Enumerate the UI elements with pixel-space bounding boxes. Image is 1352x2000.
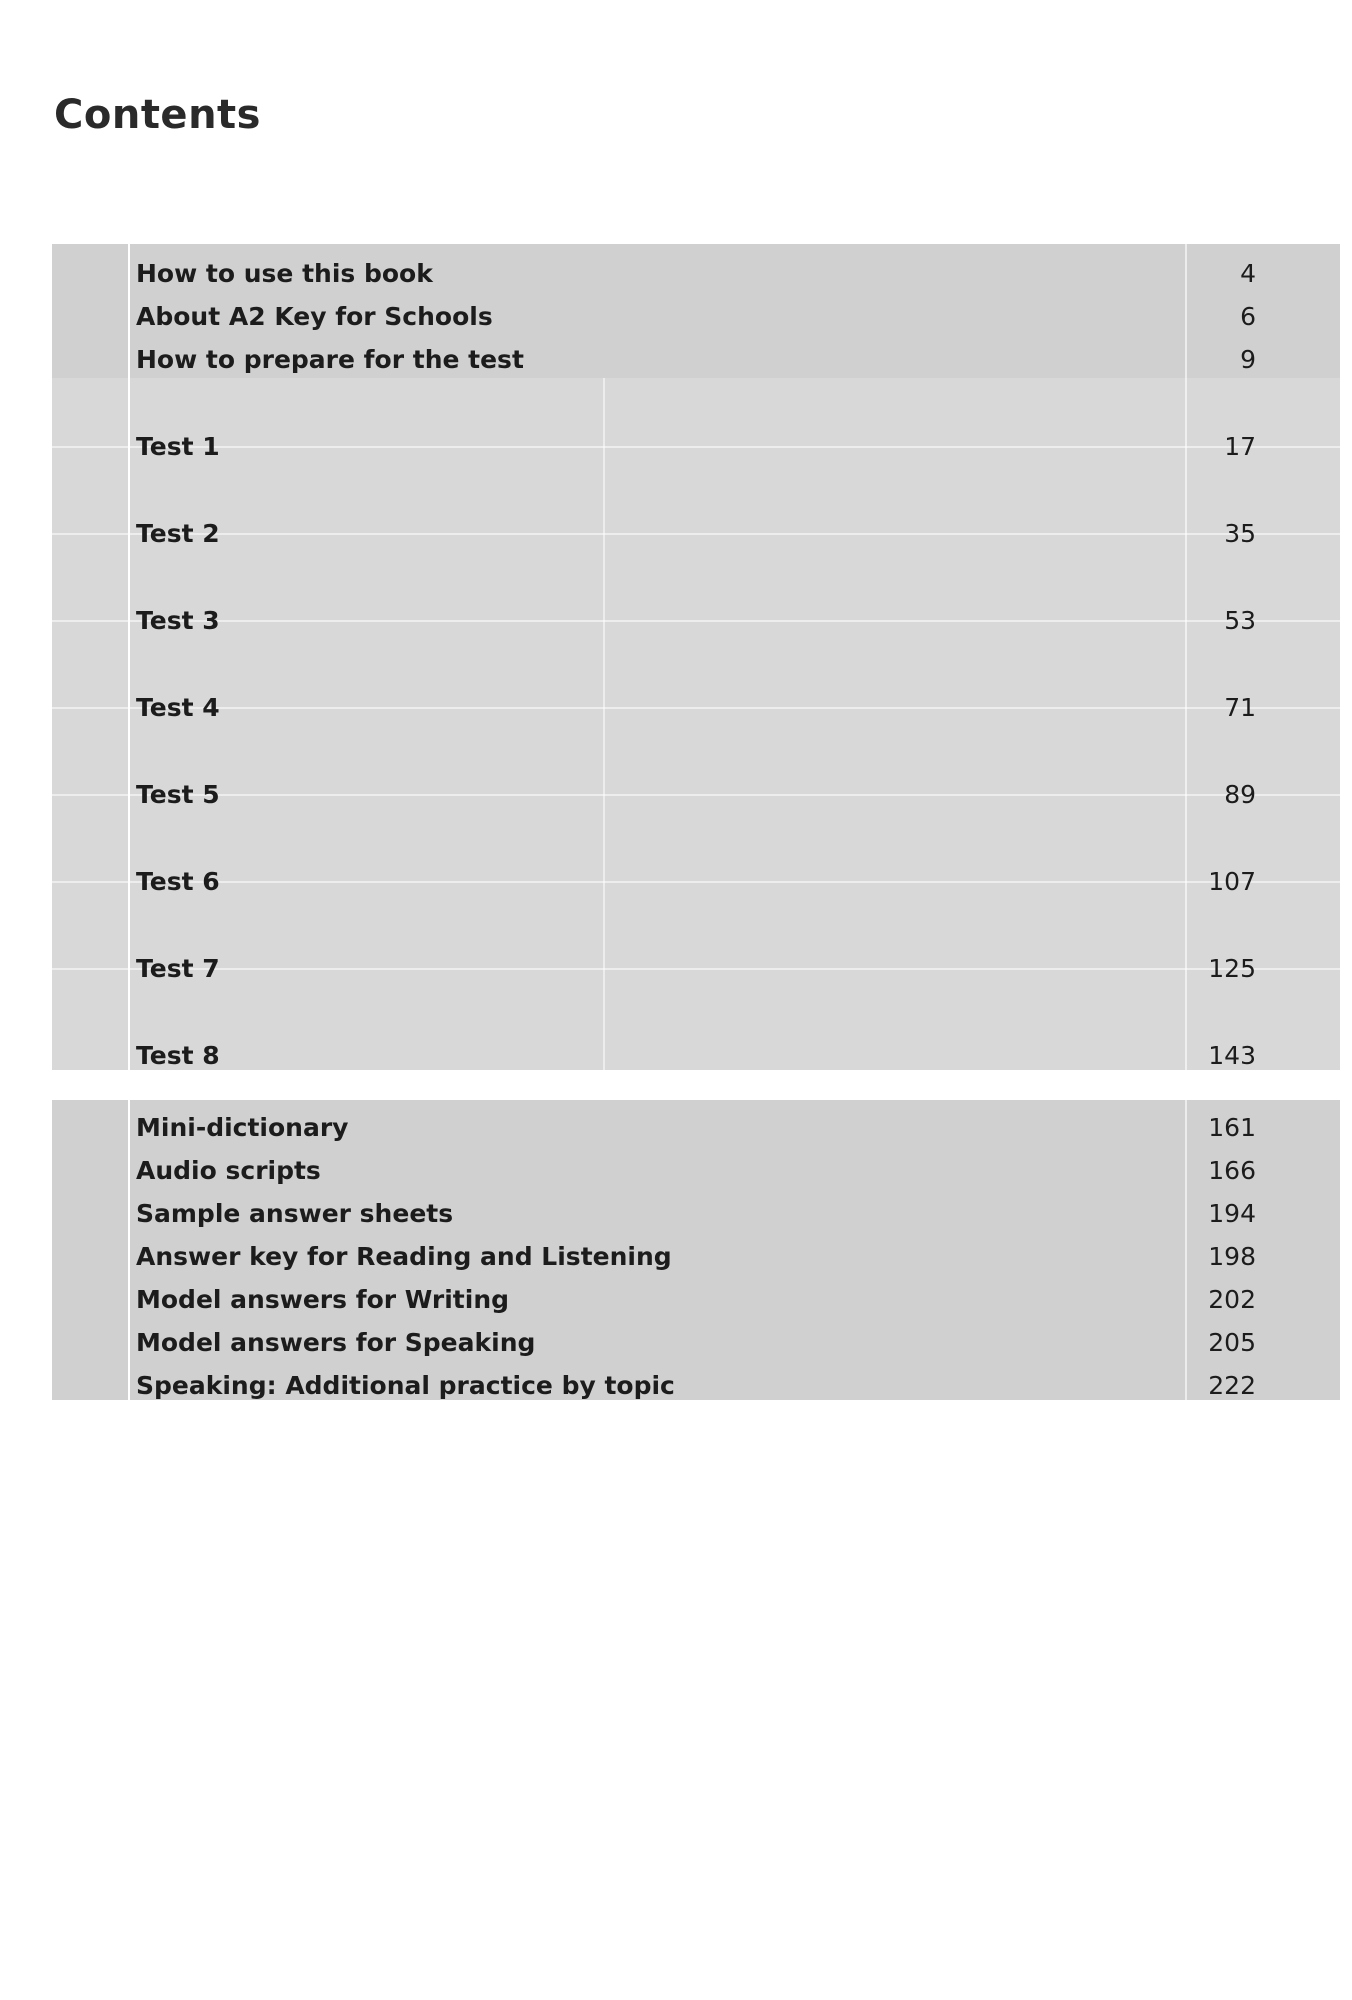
toc-entry-page: 6	[1240, 302, 1256, 331]
toc-entry[interactable]	[136, 1038, 1256, 1074]
toc-entry-page: 222	[1208, 1371, 1256, 1400]
toc-entry[interactable]	[136, 342, 1256, 378]
toc-entry[interactable]	[136, 1110, 1256, 1146]
toc-entry[interactable]	[136, 1325, 1256, 1361]
toc-entry[interactable]	[136, 1368, 1256, 1404]
toc-entry[interactable]	[136, 1153, 1256, 1189]
toc-entry[interactable]	[136, 951, 1256, 987]
toc-entry[interactable]	[136, 603, 1256, 639]
toc-entry-page: 9	[1240, 345, 1256, 374]
page-title: Contents	[54, 92, 261, 138]
toc-entry-page: 4	[1240, 259, 1256, 288]
toc-entry[interactable]	[136, 299, 1256, 335]
toc-entry-page: 125	[1208, 954, 1256, 983]
toc-entry-title: Test 7	[136, 954, 220, 983]
toc-entry-title: Test 3	[136, 606, 220, 635]
toc-entry[interactable]	[136, 516, 1256, 552]
toc-entry-page: 107	[1208, 867, 1256, 896]
toc-entry[interactable]	[136, 1282, 1256, 1318]
toc-entry-page: 35	[1224, 519, 1256, 548]
toc-entry-title: Audio scripts	[136, 1156, 321, 1185]
toc-entry[interactable]	[136, 1196, 1256, 1232]
toc-entry[interactable]	[136, 429, 1256, 465]
toc-entry[interactable]	[136, 1239, 1256, 1275]
toc-entry-title: How to use this book	[136, 259, 433, 288]
toc-entry-page: 166	[1208, 1156, 1256, 1185]
toc-entry[interactable]	[136, 864, 1256, 900]
toc-entry-page: 202	[1208, 1285, 1256, 1314]
toc-entry-title: About A2 Key for Schools	[136, 302, 493, 331]
toc-entry-page: 17	[1224, 432, 1256, 461]
toc-entry-page: 198	[1208, 1242, 1256, 1271]
toc-entry-title: Model answers for Writing	[136, 1285, 510, 1314]
toc-entry-page: 205	[1208, 1328, 1256, 1357]
toc-entry-title: Test 2	[136, 519, 220, 548]
toc-entry[interactable]	[136, 690, 1256, 726]
toc-entry-page: 53	[1224, 606, 1256, 635]
toc-entry-title: Test 4	[136, 693, 220, 722]
toc-entry-page: 89	[1224, 780, 1256, 809]
toc-entry-title: Model answers for Speaking	[136, 1328, 536, 1357]
toc-entry-page: 143	[1208, 1041, 1256, 1070]
toc-entry-title: Test 5	[136, 780, 220, 809]
toc-entry-title: How to prepare for the test	[136, 345, 524, 374]
toc-entry-title: Test 6	[136, 867, 220, 896]
toc-entry-title: Mini-dictionary	[136, 1113, 349, 1142]
toc-entry-title: Speaking: Additional practice by topic	[136, 1371, 675, 1400]
toc-entry[interactable]	[136, 256, 1256, 292]
toc-entry-page: 71	[1224, 693, 1256, 722]
toc-entry-title: Answer key for Reading and Listening	[136, 1242, 672, 1271]
toc-entry-title: Test 8	[136, 1041, 220, 1070]
toc-entry-title: Test 1	[136, 432, 220, 461]
toc-entry[interactable]	[136, 777, 1256, 813]
toc-entry-title: Sample answer sheets	[136, 1199, 454, 1228]
toc-entry-page: 161	[1208, 1113, 1256, 1142]
toc-entry-page: 194	[1208, 1199, 1256, 1228]
